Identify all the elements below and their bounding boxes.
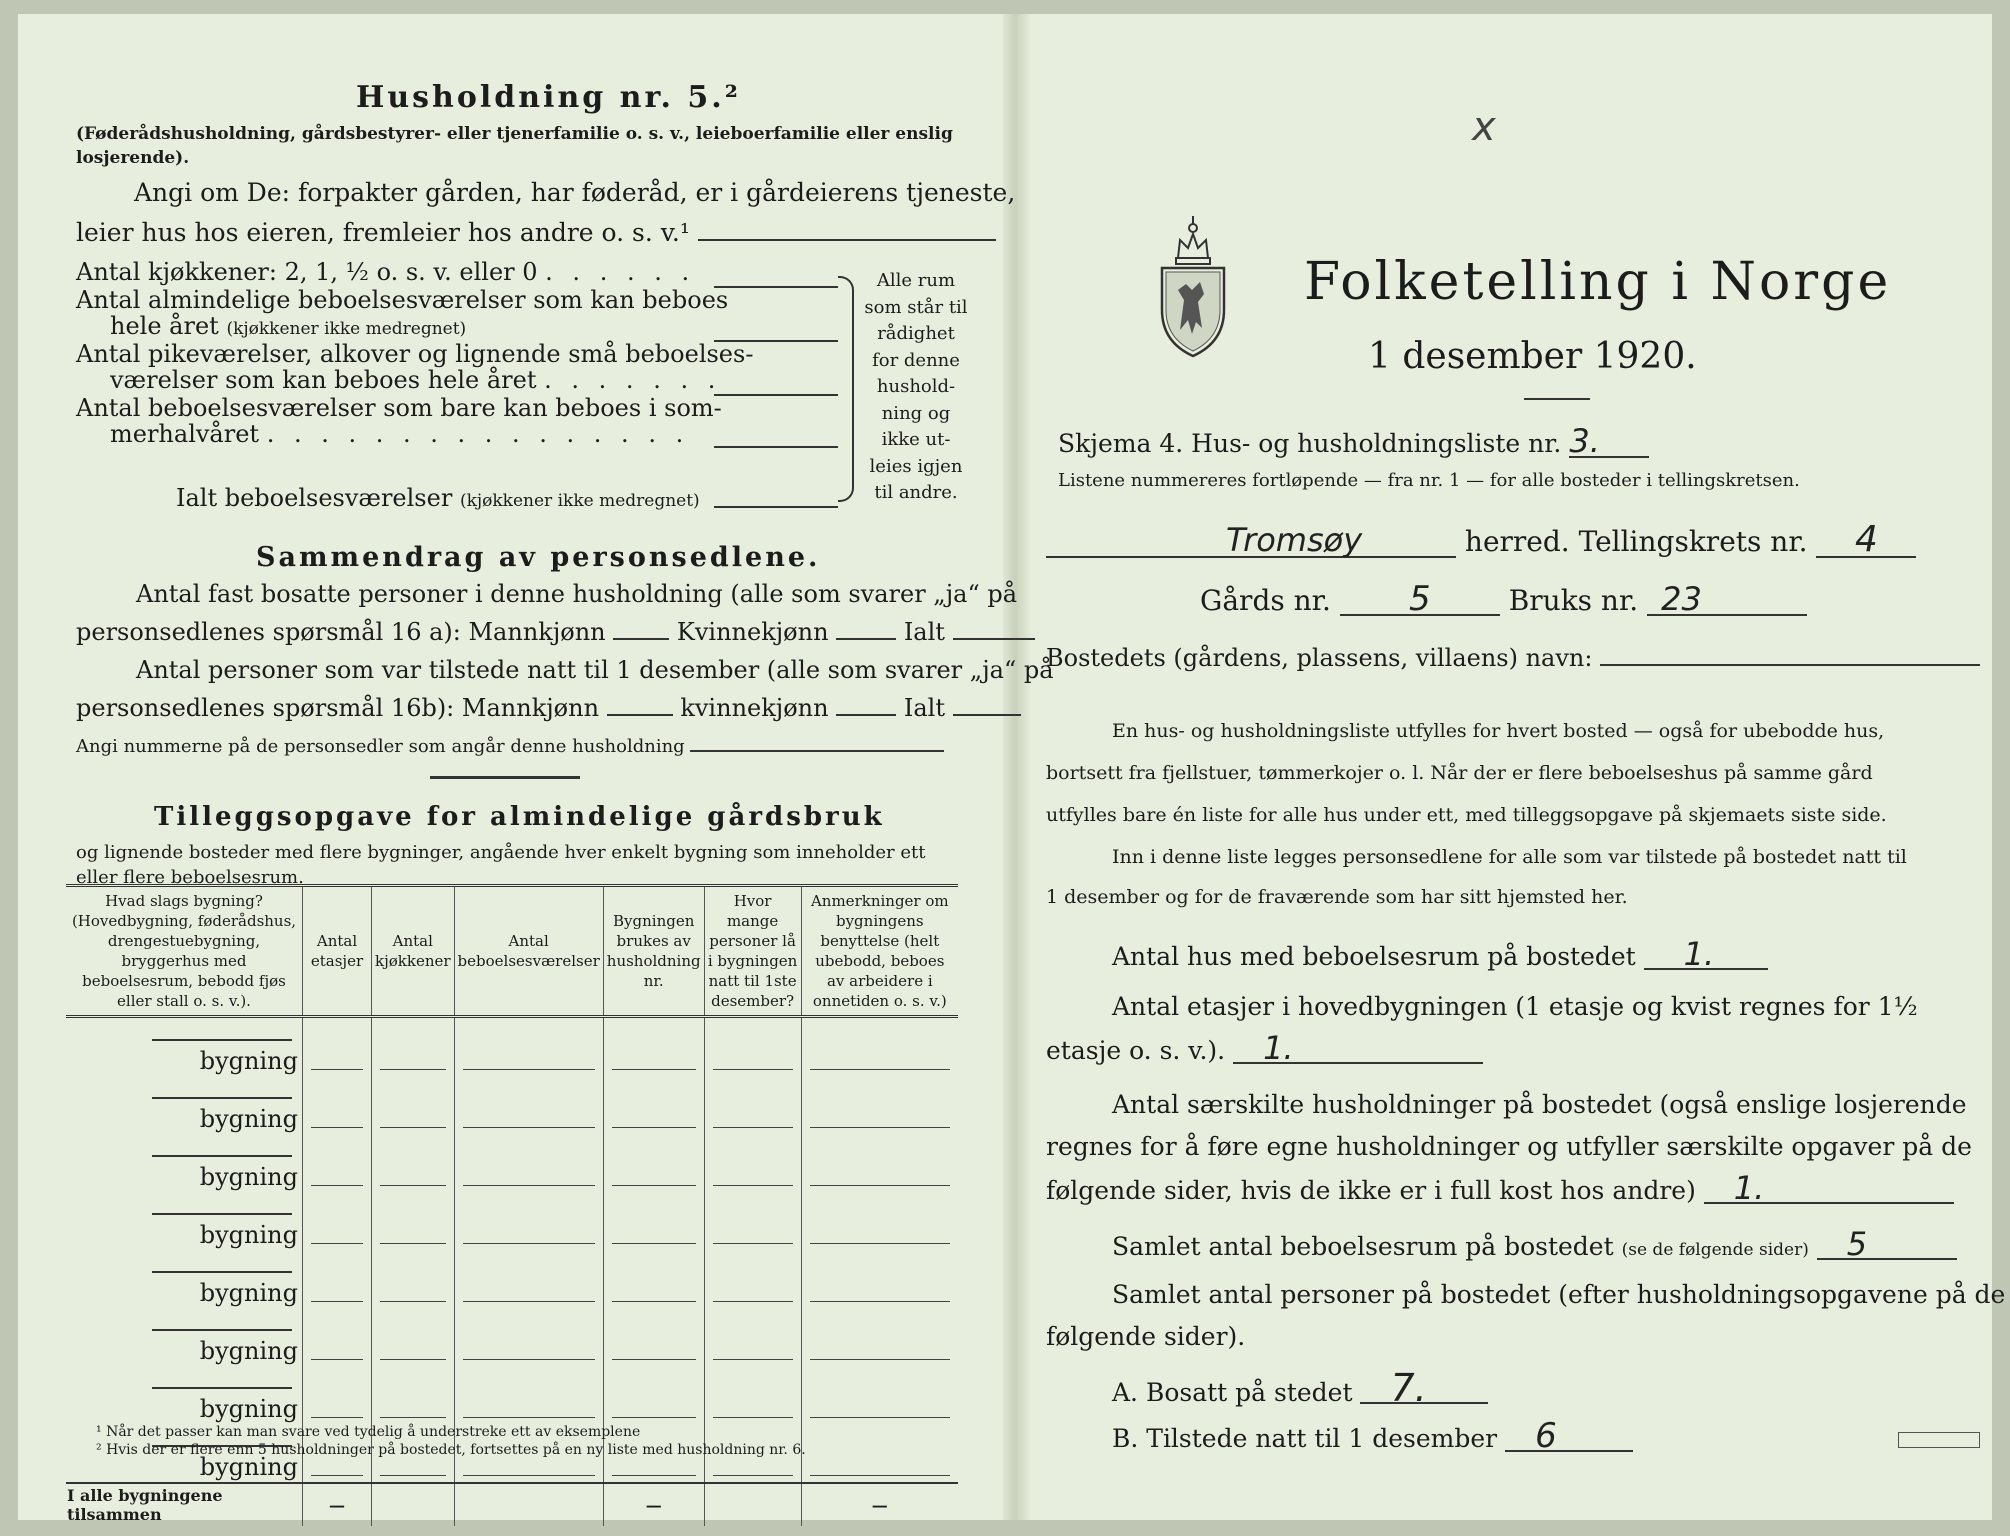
summary-line-4-text: personsedlenes spørsmål 16b): Mannkjønn: [76, 694, 600, 722]
col-header-kitchens: Antal kjøkkener: [372, 886, 455, 1017]
present-total-field: [953, 714, 1021, 716]
qa-line: [1112, 1366, 1488, 1410]
table-cell: [603, 1134, 704, 1192]
q4-label: Samlet antal beboelsesrum på bostedet: [1112, 1232, 1614, 1261]
bruks-field: 23: [1647, 584, 1807, 616]
total-cell: —: [603, 1483, 704, 1526]
total-label: I alle bygningene tilsammen: [66, 1483, 303, 1526]
herred-line: [1046, 519, 1916, 560]
info-line-1: En hus- og husholdningsliste utfylles for hvert bosted — også for ubebodde hus,: [1112, 720, 1885, 742]
table-cell: [303, 1017, 372, 1077]
left-page: [66, 14, 1054, 1524]
supplement-title: Tilleggsopgave for almindelige gårdsbruk: [154, 802, 885, 832]
table-row: [66, 1192, 958, 1250]
table-cell: [704, 1308, 801, 1366]
brace-note-line: til andre.: [874, 482, 958, 503]
table-row: [66, 1308, 958, 1366]
summer-rooms-line-2-text: merhalvåret: [110, 420, 260, 448]
table-cell: [303, 1192, 372, 1250]
col-header-household: Bygningen brukes av husholdning nr.: [603, 886, 704, 1017]
summary-line-5: [76, 736, 944, 757]
households-field: 1.: [1704, 1174, 1954, 1204]
table-cell: [603, 1308, 704, 1366]
q5-line-1: Samlet antal personer på bostedet (efter husholdningsopgavene på de: [1112, 1280, 2006, 1309]
total-cell: [704, 1483, 801, 1526]
summer-rooms-field: [714, 446, 838, 448]
table-cell: [603, 1366, 704, 1424]
q5-line-2: følgende sider).: [1046, 1322, 1246, 1351]
row-label: [66, 1017, 303, 1077]
houses-field: 1.: [1644, 940, 1768, 970]
footnote-1: ¹ Når det passer kan man svare ved tydelig å understreke ett av eksemplene: [96, 1424, 641, 1440]
table-cell: [603, 1017, 704, 1077]
angi-line-1: Angi om De: forpakter gården, har føderåd, er i gårdeierens tjeneste,: [134, 178, 1016, 207]
floors-field: 1.: [1233, 1034, 1483, 1064]
row-label: [66, 1076, 303, 1134]
rooms-total-field: 5: [1817, 1230, 1957, 1260]
ialt-rooms-label: Ialt beboelsesværelser: [176, 484, 453, 512]
coat-of-arms-icon: [1156, 210, 1230, 360]
summer-rooms-line-1: Antal beboelsesværelser som bare kan beboes i som-: [76, 394, 722, 422]
q3-line-3-label: følgende sider, hvis de ikke er i full kost hos andre): [1046, 1176, 1696, 1205]
angi-line-2-text: leier hus hos eieren, fremleier hos andre o. s. v.¹: [76, 218, 690, 247]
table-cell: [603, 1076, 704, 1134]
table-cell: [704, 1017, 801, 1077]
qa-label: A. Bosatt på stedet: [1112, 1378, 1353, 1407]
summary-title: Sammendrag av personsedlene.: [256, 542, 821, 573]
listene-note: Listene nummereres fortløpende — fra nr. 1 — for alle bosteder i tellingskretsen.: [1058, 470, 1800, 491]
table-cell: [454, 1308, 603, 1366]
rooms-line-2: [110, 312, 466, 340]
fast-total-label: Ialt: [903, 618, 945, 646]
household-title: Husholdning nr. 5.²: [356, 80, 741, 115]
total-cell: [372, 1483, 455, 1526]
census-sheet: [18, 14, 2006, 1524]
brace-note-line: rådighet: [877, 323, 955, 344]
building-name-field: [152, 1039, 292, 1041]
rooms-field: [714, 340, 838, 342]
table-cell: [801, 1250, 958, 1308]
table-row: [66, 1017, 958, 1077]
table-cell: [372, 1366, 455, 1424]
angi-field: [698, 239, 996, 241]
summary-line-1: Antal fast bosatte personer i denne husholdning (alle som svarer „ja“ på: [136, 580, 1018, 608]
summary-line-2-text: personsedlenes spørsmål 16 a): Mannkjønn: [76, 618, 606, 646]
table-cell: [372, 1308, 455, 1366]
present-total-label: Ialt: [903, 694, 945, 722]
table-cell: [454, 1192, 603, 1250]
summary-line-4: [76, 694, 1021, 722]
fast-male-field: [613, 638, 669, 640]
row-label: [66, 1366, 303, 1424]
table-cell: [454, 1017, 603, 1077]
row-label-text: bygning: [199, 1395, 298, 1423]
brace-note-line: hushold-: [876, 376, 956, 397]
table-cell: [704, 1134, 801, 1192]
table-cell: [704, 1192, 801, 1250]
residents-field: 7.: [1360, 1374, 1488, 1404]
table-cell: [372, 1134, 455, 1192]
table-cell: [801, 1017, 958, 1077]
table-cell: [372, 1076, 455, 1134]
fast-female-label: Kvinnekjønn: [676, 618, 829, 646]
brace-note: [864, 268, 968, 507]
skjema-line: [1058, 422, 1649, 460]
small-rooms-line-2: [110, 366, 721, 394]
table-cell: [603, 1192, 704, 1250]
info-line-5: 1 desember og for de fraværende som har sitt hjemsted her.: [1046, 886, 1628, 908]
table-header-row: [66, 886, 958, 1017]
q3-line-1: Antal særskilte husholdninger på bostedet (også enslige losjerende: [1112, 1090, 1967, 1119]
small-rooms-line-1: Antal pikeværelser, alkover og lignende små beboelses-: [76, 340, 754, 368]
kitchens-dots: . . . . . .: [545, 258, 696, 286]
summary-line-5-text: Angi nummerne på de personsedler som angår denne husholdning: [76, 736, 685, 757]
table-cell: [454, 1076, 603, 1134]
table-row: [66, 1250, 958, 1308]
present-female-label: kvinnekjønn: [680, 694, 829, 722]
list-number-field: 3.: [1569, 426, 1649, 458]
total-cell: —: [303, 1483, 372, 1526]
rooms-line-2-text: hele året: [110, 312, 219, 340]
bruks-label: Bruks nr.: [1508, 584, 1639, 617]
bosted-line: [1046, 644, 1980, 672]
table-cell: [801, 1192, 958, 1250]
qb-label: B. Tilstede natt til 1 desember: [1112, 1424, 1498, 1453]
gards-field: 5: [1340, 584, 1500, 616]
summary-line-2: [76, 618, 1035, 646]
table-cell: [454, 1366, 603, 1424]
brace-note-line: leies igjen: [869, 455, 963, 477]
row-label: [66, 1250, 303, 1308]
building-name-field: [152, 1097, 292, 1099]
gards-label: Gårds nr.: [1200, 584, 1331, 617]
gards-line: [1200, 579, 1807, 619]
col-header-persons: Hvor mange personer lå i bygningen natt til 1ste desember?: [704, 886, 801, 1017]
table-total-row: [66, 1483, 958, 1526]
supplement-subtitle: og lignende bosteder med flere bygninger, angående hver enkelt bygning som inneholder ett eller flere beboelsesrum.: [76, 842, 926, 888]
tellingskrets-field: 4: [1816, 524, 1916, 558]
col-header-rooms: Antal beboelsesværelser: [454, 886, 603, 1017]
table-cell: [303, 1076, 372, 1134]
brace-note-line: som står til: [864, 296, 968, 318]
table-cell: [303, 1134, 372, 1192]
household-subtitle: (Føderådshusholdning, gårdsbestyrer- eller tjenerfamilie o. s. v., leieboerfamilie eller enslig losjerende).: [76, 124, 953, 168]
q1-line: [1112, 935, 1768, 973]
table-cell: [704, 1250, 801, 1308]
building-name-field: [152, 1155, 292, 1157]
table-cell: [801, 1424, 958, 1483]
table-row: [66, 1076, 958, 1134]
brace: [838, 276, 854, 502]
q4-line: [1112, 1225, 1957, 1263]
q2-line-2: [1046, 1029, 1483, 1067]
row-label-text: bygning: [199, 1105, 298, 1133]
table-cell: [372, 1017, 455, 1077]
row-label-text: bygning: [199, 1453, 298, 1481]
row-label-text: bygning: [199, 1163, 298, 1191]
q3-line-2: regnes for å føre egne husholdninger og utfyller særskilte opgaver på de: [1046, 1132, 1972, 1161]
brace-note-line: ning og: [881, 402, 951, 424]
present-female-field: [836, 714, 896, 716]
row-label-text: bygning: [199, 1279, 298, 1307]
q1-label: Antal hus med beboelsesrum på bostedet: [1112, 942, 1636, 971]
row-label-text: bygning: [199, 1047, 298, 1075]
col-header-remarks: Anmerkninger om bygningens benyttelse (helt ubebodd, beboes av arbeidere i onnetiden o. s. v.): [801, 886, 958, 1017]
table-cell: [303, 1366, 372, 1424]
info-line-3: utfylles bare én liste for alle hus under ett, med tilleggsopgave på skjemaets siste side.: [1046, 804, 1887, 826]
kitchens-field: [714, 286, 838, 288]
building-name-field: [152, 1387, 292, 1389]
info-line-2: bortsett fra fjellstuer, tømmerkojer o. l. Når der er flere beboelseshus på samme gård: [1046, 762, 1873, 784]
ialt-rooms-line: [176, 484, 700, 512]
ialt-rooms-small: (kjøkkener ikke medregnet): [459, 491, 700, 511]
table-cell: [303, 1308, 372, 1366]
rooms-line-2-small: (kjøkkener ikke medregnet): [226, 319, 467, 339]
present-field: 6: [1505, 1422, 1633, 1452]
kitchens-label: Antal kjøkkener: 2, 1, ½ o. s. v. eller 0: [76, 258, 538, 286]
small-rooms-line-2-text: værelser som kan beboes hele året: [110, 366, 537, 394]
q4-small: (se de følgende sider): [1621, 1240, 1809, 1260]
table-cell: [801, 1134, 958, 1192]
footnote-2: ² Hvis der er flere enn 5 husholdninger på bostedet, fortsettes på en ny liste med husholdning nr. 6.: [96, 1442, 806, 1458]
q3-line-3: [1046, 1169, 1954, 1207]
building-name-field: [152, 1271, 292, 1273]
herred-field: Tromsøy: [1046, 524, 1456, 558]
row-label: [66, 1134, 303, 1192]
row-label-text: bygning: [199, 1221, 298, 1249]
small-rooms-dots: . . . . . . .: [544, 366, 722, 394]
title-divider: [1524, 398, 1590, 400]
fast-total-field: [953, 638, 1035, 640]
table-cell: [372, 1250, 455, 1308]
personsedler-field: [690, 750, 944, 752]
bosted-field: [1600, 664, 1980, 666]
table-cell: [801, 1076, 958, 1134]
col-header-building: Hvad slags bygning? (Hovedbygning, føderådshus, drengestuebygning, bryggerhus med beboelsesrum, bebodd fjøs eller stall o. s. v.).: [71, 892, 297, 1010]
herred-label: herred. Tellingskrets nr.: [1464, 525, 1808, 558]
form-title: Folketelling i Norge: [1304, 252, 1892, 312]
present-male-field: [607, 714, 673, 716]
summer-rooms-line-2: [110, 420, 689, 448]
kitchens-line: [76, 258, 695, 286]
ialt-rooms-field: [714, 506, 838, 508]
row-label-text: bygning: [199, 1337, 298, 1365]
pencil-mark: x: [1472, 104, 1496, 150]
table-cell: [704, 1366, 801, 1424]
qb-line: [1112, 1416, 1633, 1456]
rooms-line-1: Antal almindelige beboelsesværelser som kan beboes: [76, 286, 729, 314]
row-label: [66, 1192, 303, 1250]
summer-rooms-dots: . . . . . . . . . . . . . . . .: [266, 420, 690, 448]
form-date: 1 desember 1920.: [1368, 336, 1697, 377]
table-cell: [454, 1250, 603, 1308]
building-name-field: [152, 1213, 292, 1215]
table-row: [66, 1366, 958, 1424]
skjema-label: Skjema 4. Hus- og husholdningsliste nr.: [1058, 429, 1562, 458]
total-cell: —: [801, 1483, 958, 1526]
table-cell: [801, 1366, 958, 1424]
fast-female-field: [836, 638, 896, 640]
brace-note-line: Alle rum: [876, 270, 956, 291]
printer-slug: [1898, 1432, 1980, 1448]
brace-note-line: for denne: [872, 349, 960, 371]
page-fold: [1003, 14, 1031, 1520]
building-name-field: [152, 1329, 292, 1331]
right-page: [1046, 14, 2006, 1520]
table-cell: [454, 1134, 603, 1192]
row-label: [66, 1308, 303, 1366]
table-cell: [704, 1076, 801, 1134]
summary-line-3: Antal personer som var tilstede natt til 1 desember (alle som svarer „ja“ på: [136, 656, 1054, 684]
angi-line-2: [76, 218, 996, 247]
brace-note-line: ikke ut-: [881, 429, 951, 450]
col-header-floors: Antal etasjer: [303, 886, 372, 1017]
small-rooms-field: [714, 394, 838, 396]
table-cell: [801, 1308, 958, 1366]
info-line-4: Inn i denne liste legges personsedlene for alle som var tilstede på bostedet natt til: [1112, 846, 1907, 868]
table-row: [66, 1134, 958, 1192]
total-cell: [454, 1483, 603, 1526]
section-divider: [430, 776, 580, 779]
table-cell: [303, 1250, 372, 1308]
q2-line-1: Antal etasjer i hovedbygningen (1 etasje og kvist regnes for 1½: [1112, 992, 1918, 1021]
q2-line-2-label: etasje o. s. v.).: [1046, 1036, 1226, 1065]
table-cell: [372, 1192, 455, 1250]
bosted-label: Bostedets (gårdens, plassens, villaens) navn:: [1046, 644, 1593, 672]
table-cell: [603, 1250, 704, 1308]
